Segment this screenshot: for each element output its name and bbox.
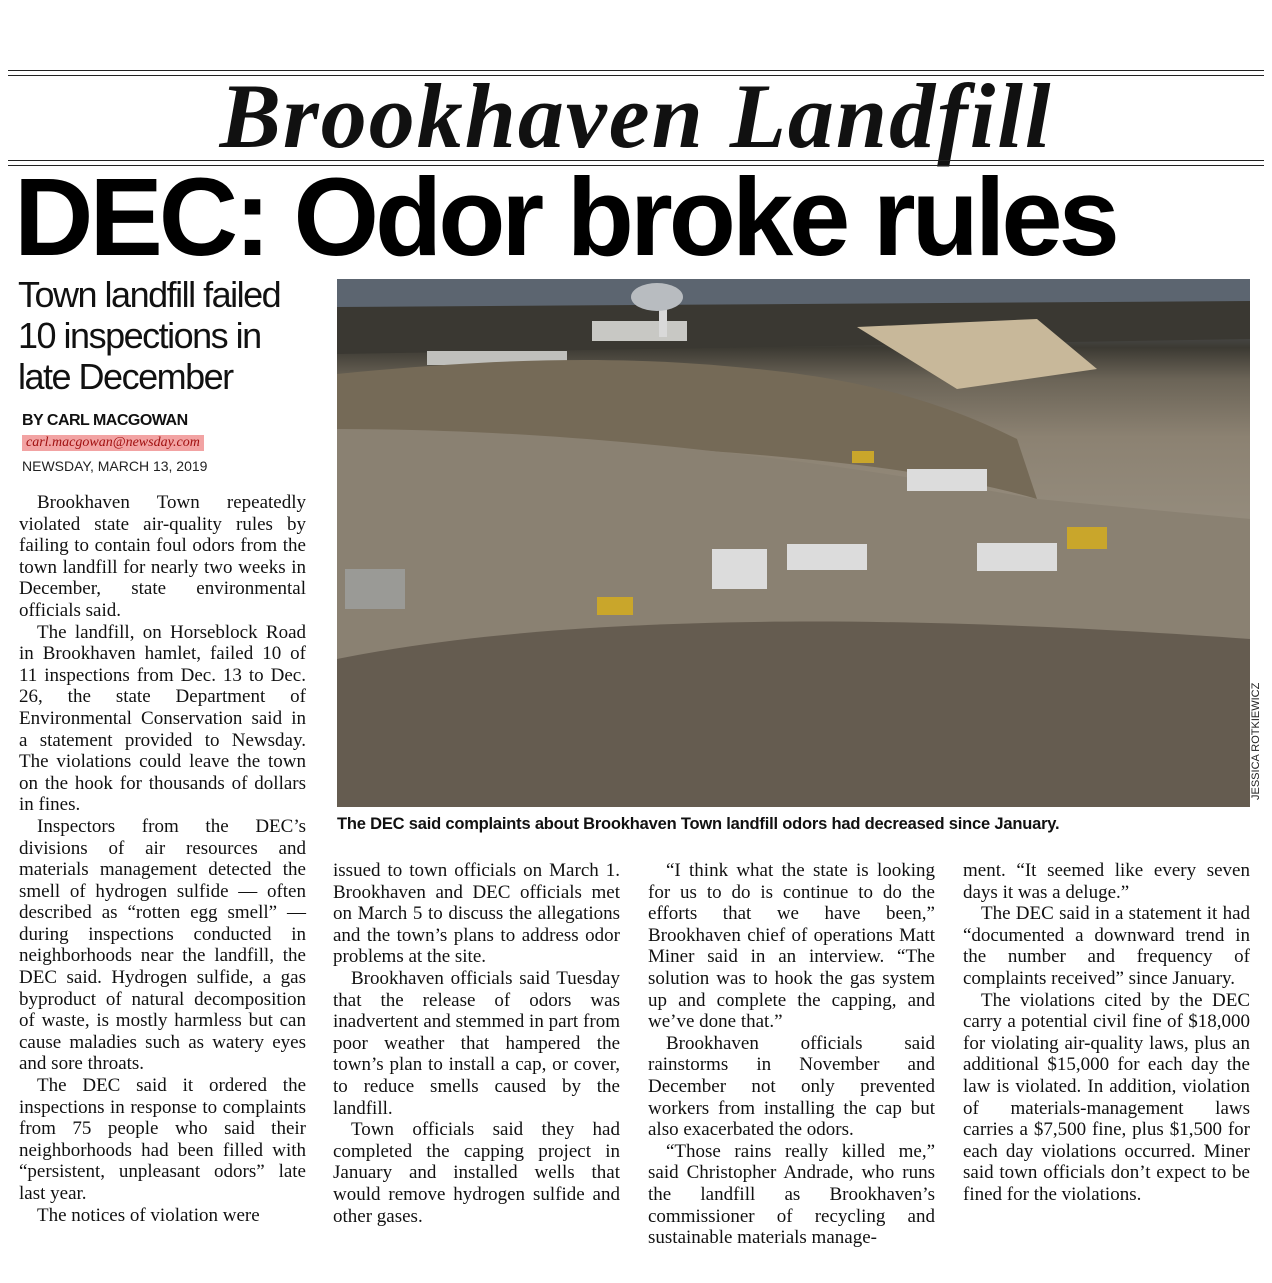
article-paragraph: Brookhaven Town repeatedly violated state air-quality rules by failing to contain foul odors from the town landfill for nearly two weeks in December, state environmental officials said.	[19, 492, 306, 621]
article-column-4	[963, 860, 1250, 1206]
author-email-link[interactable]: carl.macgowan@newsday.com	[22, 435, 204, 451]
article-paragraph: The DEC said it ordered the inspections in response to complaints from 75 people who said their neighborhoods had been filled with “persistent, unpleasant odors” late last year.	[19, 1075, 306, 1204]
landfill-photo	[337, 279, 1250, 807]
article-paragraph: Town officials said they had completed the capping project in January and installed wells that would remove hydrogen sulfide and other gases.	[333, 1119, 620, 1227]
article-paragraph: The notices of violation were	[37, 1204, 260, 1226]
dateline: NEWSDAY, MARCH 13, 2019	[22, 458, 208, 474]
article-paragraph: issued to town officials on March 1. Brookhaven and DEC officials met on March 5 to discuss the allegations and the town’s plans to address odor problems at the site.	[333, 860, 620, 968]
article-paragraph: Inspectors from the DEC’s divisions of air resources and materials management detected the smell of hydrogen sulfide — often described as “rotten egg smell” — during inspections conducted in neighborhoods near the landfill, the DEC said. Hydrogen sulfide, a gas byproduct of natural decomposition of waste, is mostly harmless but can cause maladies such as watery eyes and sore throats.	[19, 815, 306, 1075]
article-column-2	[333, 860, 620, 1227]
article-column-1	[19, 492, 306, 1226]
article-paragraph: “I think what the state is looking for us to do is continue to do the efforts that we have been,” Brookhaven chief of operations Matt Miner said in an interview. “The solution was to hook the gas system up and complete the capping, and we’ve done that.”	[648, 860, 935, 1033]
article-paragraph: “Those rains really killed me,” said Christopher Andrade, who runs the landfill as Brookhaven’s commissioner of recycling and sustainable materials manage-	[648, 1140, 935, 1249]
article-paragraph: The DEC said in a statement it had “documented a downward trend in the number and frequency of complaints received” since January.	[963, 903, 1250, 989]
byline: BY CARL MACGOWAN	[22, 412, 188, 429]
photo-caption: The DEC said complaints about Brookhaven Town landfill odors had decreased since January.	[337, 815, 1060, 833]
article-paragraph: ment. “It seemed like every seven days it was a deluge.”	[963, 860, 1250, 903]
section-kicker: Brookhaven Landfill	[219, 65, 1053, 167]
article-column-3	[648, 860, 935, 1249]
landfill-photo-illustration	[337, 279, 1250, 807]
deck-subheadline: Town landfill failed 10 inspections in late December	[18, 274, 281, 397]
photo-credit: JESSICA ROTKIEWICZ	[1250, 682, 1262, 800]
article-paragraph: The violations cited by the DEC carry a potential civil fine of $18,000 for violating air-quality laws, plus an additional $15,000 for each day the law is violated. In addition, violation of materials-management laws carries a $7,500 fine, plus $1,500 for each day violations occurred. Miner said town officials don’t expect to be fined for the violations.	[963, 989, 1250, 1205]
headline: DEC: Odor broke rules	[14, 156, 1116, 279]
article-paragraph: Brookhaven officials said rainstorms in November and December not only prevented workers from installing the cap but also exacerbated the odors.	[648, 1032, 935, 1141]
article-paragraph: The landfill, on Horseblock Road in Brookhaven hamlet, failed 10 of 11 inspections from Dec. 13 to Dec. 26, the state Department of Environmental Conservation said in a statement provided to Newsday. The violations could leave the town on the hook for thousands of dollars in fines.	[19, 621, 306, 816]
article-paragraph: Brookhaven officials said Tuesday that the release of odors was inadvertent and stemmed in part from poor weather that hampered the town’s plan to install a cap, or cover, to reduce smells caused by the landfill.	[333, 967, 620, 1119]
